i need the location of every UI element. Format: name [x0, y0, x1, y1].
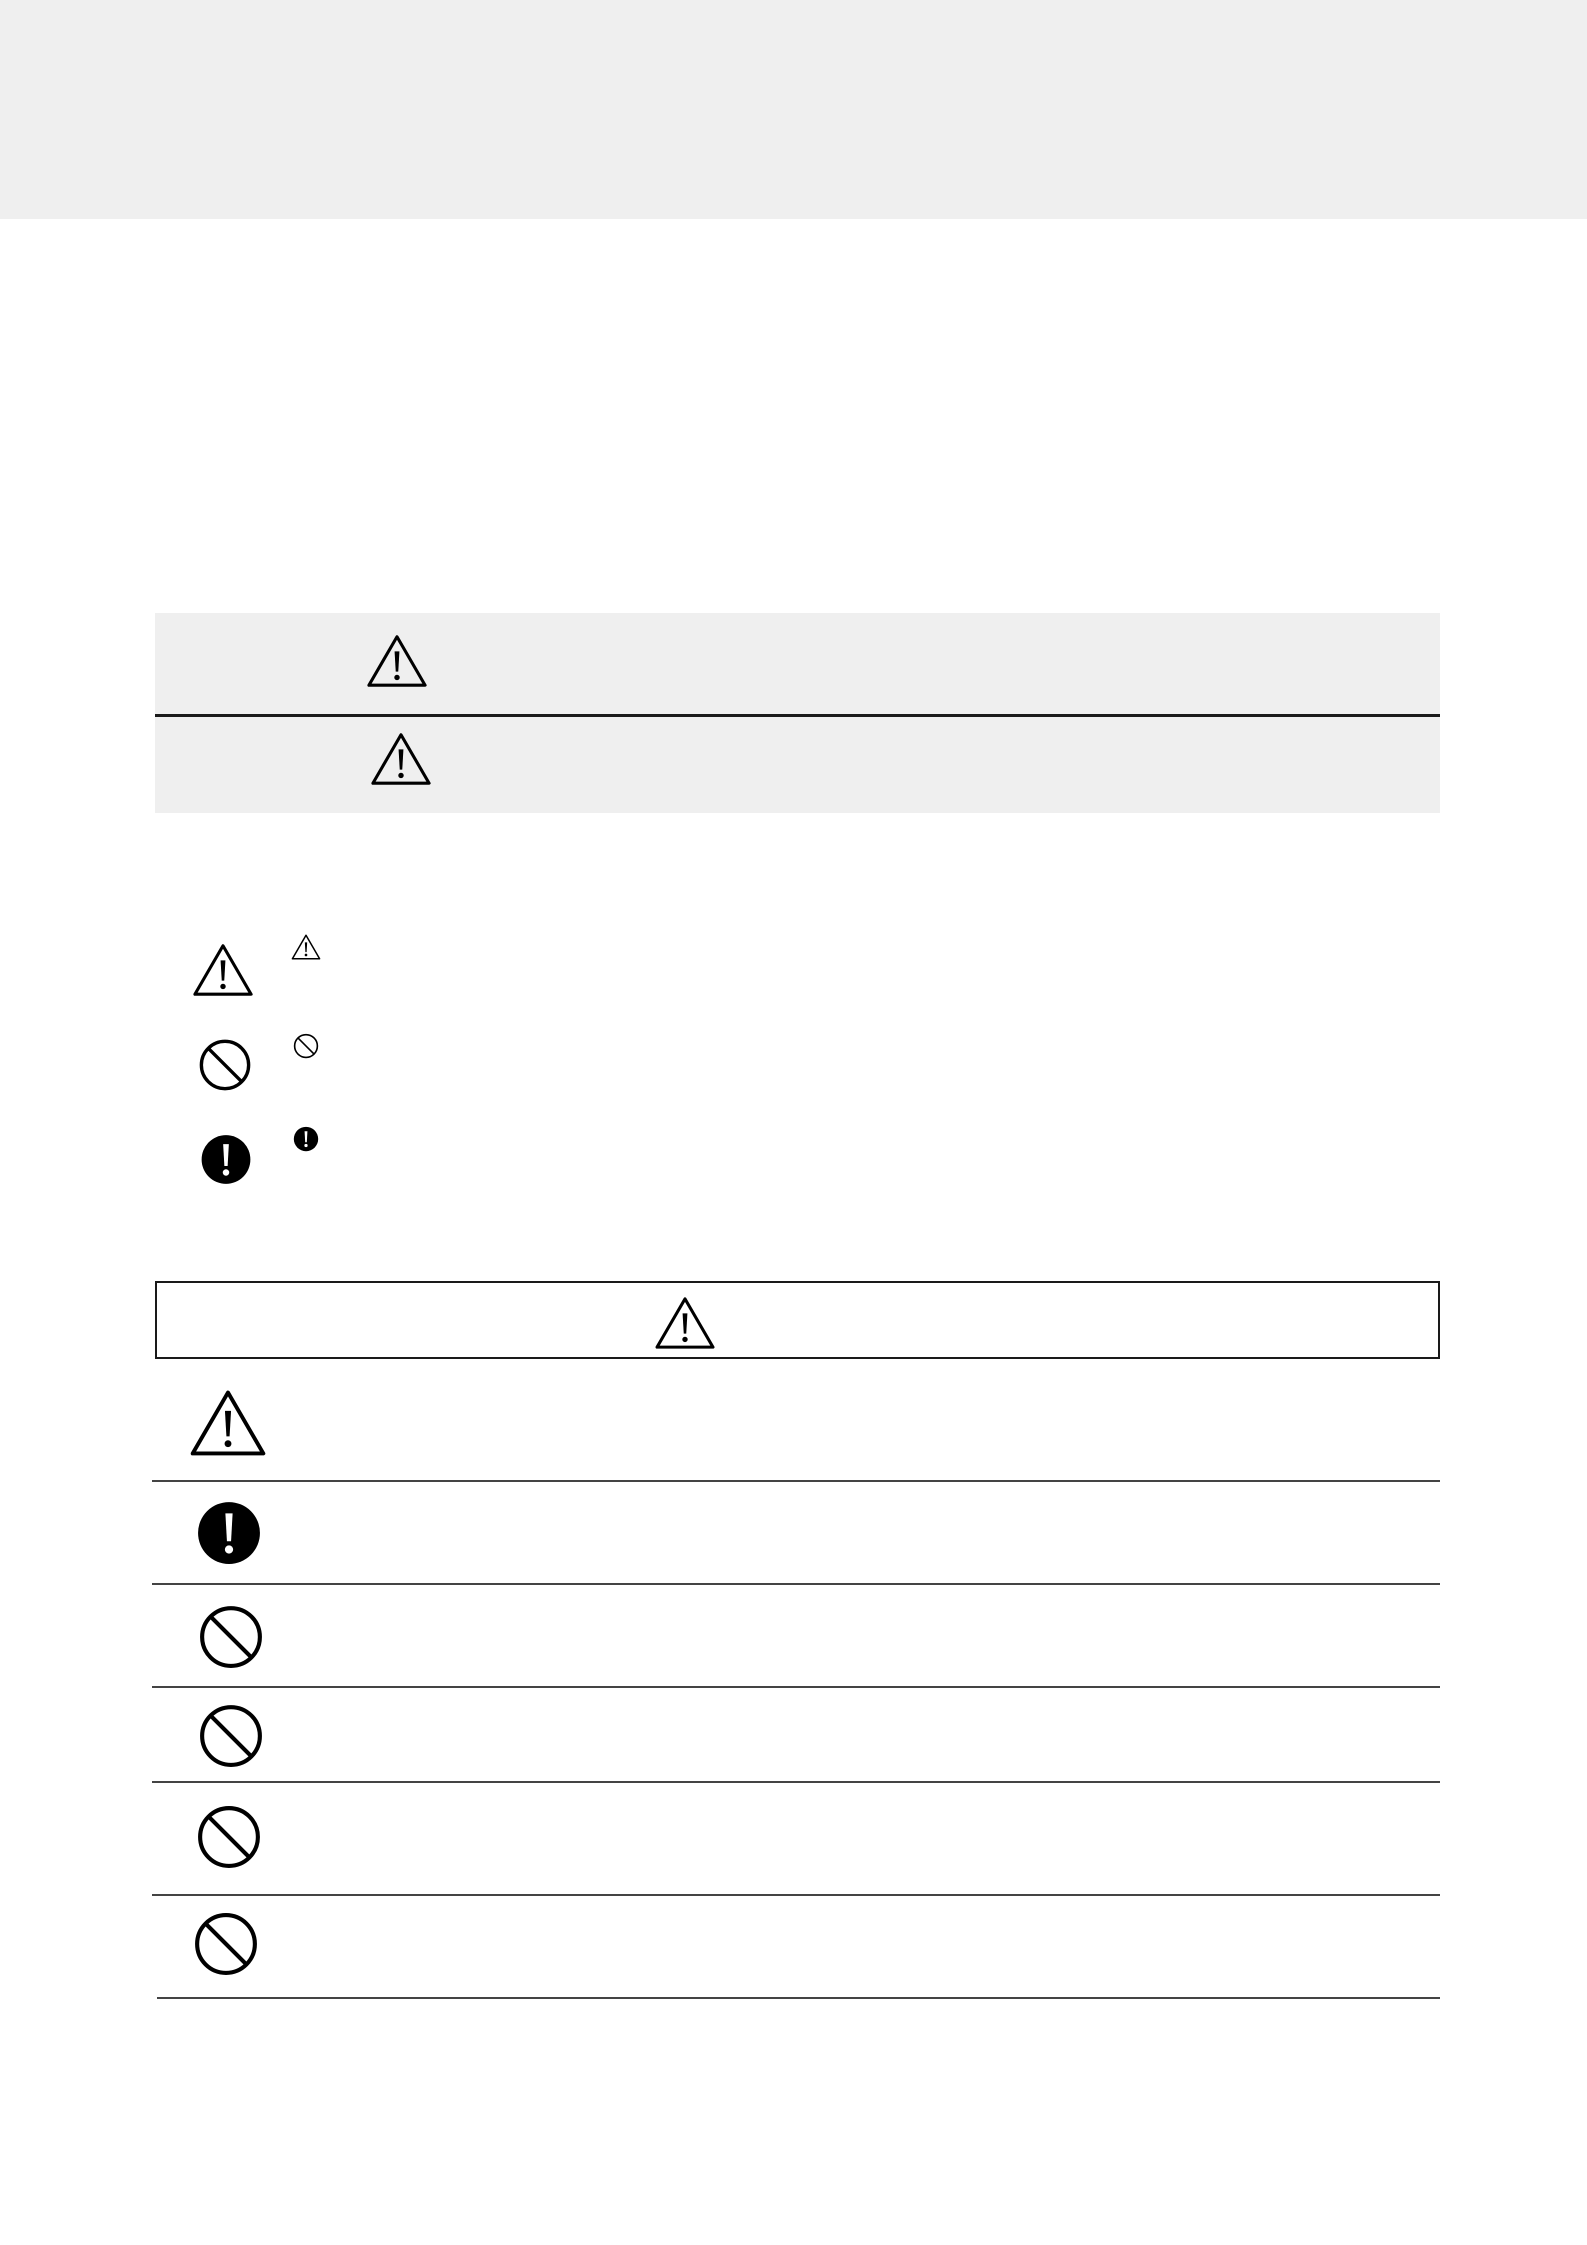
symbol-explanation-row	[192, 1125, 1392, 1195]
warning-item	[152, 1896, 1440, 1999]
warning-item	[152, 1585, 1440, 1688]
symbol-explanation-row	[192, 1033, 1392, 1103]
warning-triangle-icon	[366, 633, 428, 689]
prohibition-icon	[193, 1911, 259, 1977]
mandatory-action-icon	[293, 1125, 319, 1153]
warning-item	[152, 1688, 1440, 1783]
legend-row	[155, 613, 1440, 715]
symbol-explanation-row	[192, 933, 1392, 1003]
warning-triangle-icon	[192, 941, 254, 999]
mandatory-action-icon	[200, 1132, 252, 1187]
warning-item	[152, 1783, 1440, 1896]
warning-triangle-icon	[291, 933, 321, 961]
warning-item	[152, 1360, 1440, 1482]
prohibition-icon	[198, 1703, 264, 1769]
prohibition-icon	[196, 1804, 262, 1870]
warning-item	[152, 1482, 1440, 1585]
warning-triangle-icon	[189, 1388, 267, 1458]
prohibition-icon	[293, 1033, 319, 1059]
mandatory-action-icon	[196, 1500, 262, 1566]
warning-triangle-icon	[370, 731, 432, 787]
warning-triangle-icon	[654, 1296, 716, 1350]
prohibition-icon	[198, 1604, 264, 1670]
signal-word-legend-table	[155, 613, 1440, 813]
prohibition-icon	[198, 1038, 252, 1092]
legend-row	[155, 717, 1440, 813]
header-band	[0, 0, 1587, 219]
divider	[157, 1997, 1440, 1999]
warning-section-header	[155, 1281, 1440, 1359]
